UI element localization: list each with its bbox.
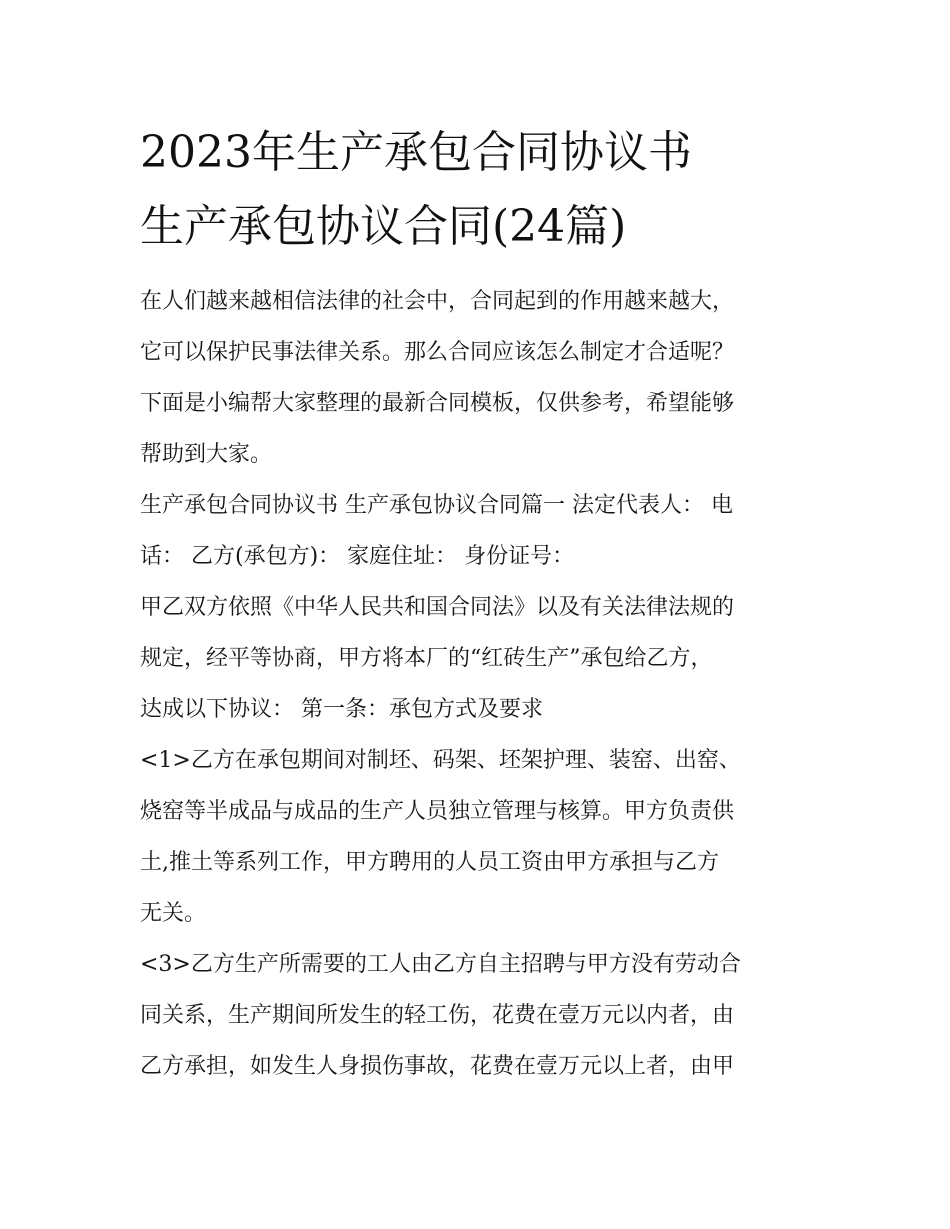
body-line: 无关。 [140,901,207,926]
body-line: 生产承包合同协议书 生产承包协议合同篇一 法定代表人： 电 [140,493,733,518]
body-line: 帮助到大家。 [140,442,273,467]
title-line: 2023年生产承包合同协议书 [140,127,692,178]
body-line: 烧窑等半成品与成品的生产人员独立管理与核算。甲方负责供 [140,799,735,824]
body-line: 在人们越来越相信法律的社会中，合同起到的作用越来越大， [140,289,735,314]
document-title [140,116,840,264]
body-line: 甲乙双方依照《中华人民共和国合同法》以及有关法律法规的 [140,595,735,620]
title-line: 生产承包协议合同(24篇) [140,201,627,252]
body-line: <3>乙方生产所需要的工人由乙方自主招聘与甲方没有劳动合 [140,952,741,977]
body-line: <1>乙方在承包期间对制坯、码架、坯架护理、装窑、出窑、 [140,748,741,773]
body-line: 规定，经平等协商，甲方将本厂的“红砖生产”承包给乙方， [140,646,713,671]
body-line: 下面是小编帮大家整理的最新合同模板，仅供参考，希望能够 [140,391,735,416]
body-line: 达成以下协议： 第一条：承包方式及要求 [140,697,543,722]
body-line: 它可以保护民事法律关系。那么合同应该怎么制定才合适呢？ [140,340,735,365]
document-body [140,276,820,1092]
body-line: 土,推土等系列工作，甲方聘用的人员工资由甲方承担与乙方 [140,850,719,875]
body-line: 乙方承担，如发生人身损伤事故，花费在壹万元以上者，由甲 [140,1054,735,1079]
body-line: 话： 乙方(承包方)： 家庭住址： 身份证号： [140,544,575,569]
body-line: 同关系，生产期间所发生的轻工伤，花费在壹万元以内者，由 [140,1003,735,1028]
